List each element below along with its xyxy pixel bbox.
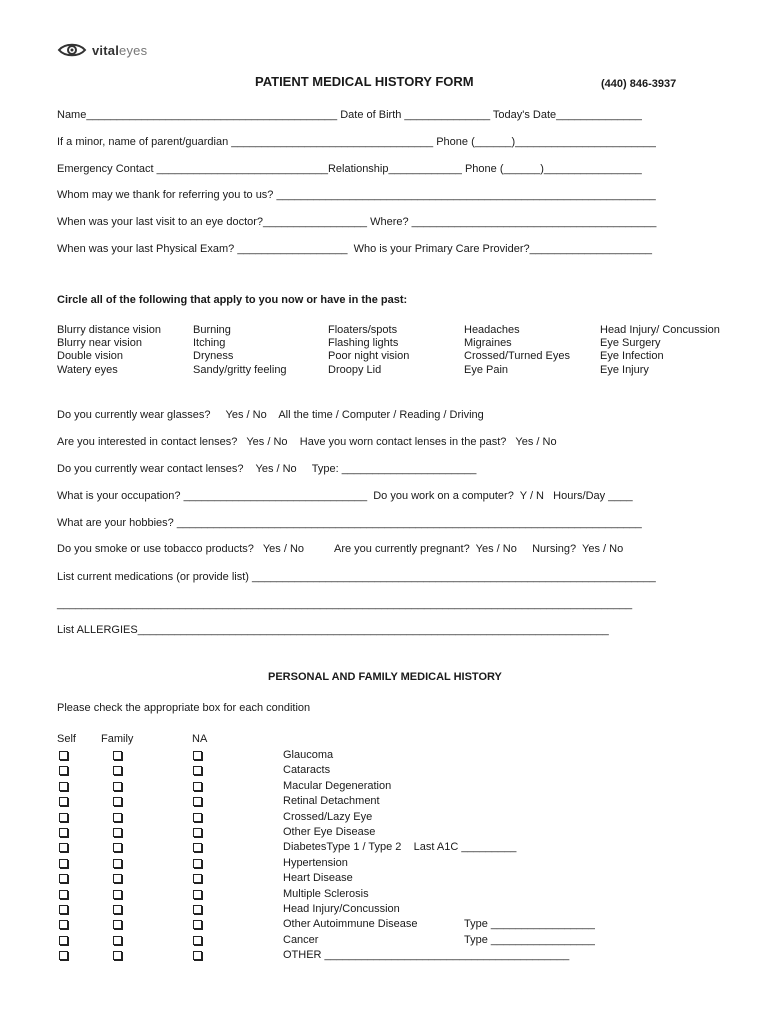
na-checkbox[interactable] [193, 905, 202, 914]
family-checkbox[interactable] [113, 890, 122, 899]
symptom-item[interactable]: Eye Infection [600, 350, 664, 362]
symptom-item[interactable]: Poor night vision [328, 350, 410, 362]
symptom-item[interactable]: Eye Injury [600, 364, 649, 376]
family-checkbox[interactable] [113, 782, 122, 791]
self-checkbox[interactable] [59, 905, 68, 914]
self-checkbox[interactable] [59, 751, 68, 760]
vitaleyes-logo [57, 42, 147, 58]
na-checkbox[interactable] [193, 766, 202, 775]
self-checkbox[interactable] [59, 828, 68, 837]
condition-label: Other Eye Disease [283, 826, 376, 838]
self-checkbox[interactable] [59, 859, 68, 868]
na-checkbox[interactable] [193, 859, 202, 868]
na-checkbox[interactable] [193, 920, 202, 929]
condition-label: Crossed/Lazy Eye [283, 811, 373, 823]
na-checkbox[interactable] [193, 890, 202, 899]
symptom-item[interactable]: Sandy/gritty feeling [193, 364, 287, 376]
condition-label: Cancer [283, 934, 319, 946]
brand-name-bold: vital [92, 42, 120, 58]
column-header-self: Self [57, 733, 76, 745]
glasses-question[interactable]: Do you currently wear glasses? Yes / No All the time / Computer / Reading / Driving [57, 409, 484, 421]
condition-label: Glaucoma [283, 749, 334, 761]
condition-label: Head Injury/Concussion [283, 903, 400, 915]
family-checkbox[interactable] [113, 813, 122, 822]
history-heading: PERSONAL AND FAMILY MEDICAL HISTORY [268, 671, 502, 683]
na-checkbox[interactable] [193, 951, 202, 960]
history-instruction: Please check the appropriate box for each condition [57, 702, 311, 714]
condition-label: Hypertension [283, 857, 348, 869]
symptom-item[interactable]: Blurry distance vision [57, 324, 161, 336]
condition-label: Macular Degeneration [283, 780, 392, 792]
column-header-family: Family [101, 733, 134, 745]
brand-name-light: eyes [119, 42, 148, 58]
occupation-question[interactable]: What is your occupation? ______________________________ Do you work on a computer? Y / N Hours/Day ____ [57, 490, 633, 502]
na-checkbox[interactable] [193, 751, 202, 760]
family-checkbox[interactable] [113, 828, 122, 837]
office-phone: (440) 846-3937 [601, 78, 677, 90]
guardian-field-line[interactable]: If a minor, name of parent/guardian _________________________________ Phone (______)_______________________ [57, 136, 656, 148]
emergency-contact-field-line[interactable]: Emergency Contact ____________________________Relationship____________ Phone (______)________________ [57, 163, 642, 175]
self-checkbox[interactable] [59, 890, 68, 899]
family-checkbox[interactable] [113, 797, 122, 806]
family-checkbox[interactable] [113, 766, 122, 775]
self-checkbox[interactable] [59, 843, 68, 852]
medications-field-line[interactable]: List current medications (or provide list) __________________________________________________________________ [57, 571, 656, 583]
eye-icon [57, 42, 87, 58]
family-checkbox[interactable] [113, 751, 122, 760]
self-checkbox[interactable] [59, 936, 68, 945]
na-checkbox[interactable] [193, 843, 202, 852]
symptom-item[interactable]: Head Injury/ Concussion [600, 324, 720, 336]
smoking-pregnancy-question[interactable]: Do you smoke or use tobacco products? Yes / No Are you currently pregnant? Yes / No Nursing? Yes / No [57, 543, 624, 555]
symptom-item[interactable]: Dryness [193, 350, 234, 362]
symptom-item[interactable]: Eye Surgery [600, 337, 661, 349]
family-checkbox[interactable] [113, 905, 122, 914]
referral-field-line[interactable]: Whom may we thank for referring you to us? ______________________________________________________________ [57, 189, 656, 201]
condition-label: Retinal Detachment [283, 795, 380, 807]
name-dob-field-line[interactable]: Name_________________________________________ Date of Birth ______________ Today's Date______________ [57, 109, 642, 121]
self-checkbox[interactable] [59, 813, 68, 822]
symptom-item[interactable]: Flashing lights [328, 337, 399, 349]
na-checkbox[interactable] [193, 936, 202, 945]
na-checkbox[interactable] [193, 874, 202, 883]
hobbies-question[interactable]: What are your hobbies? ____________________________________________________________________________ [57, 517, 642, 529]
form-title: PATIENT MEDICAL HISTORY FORM [255, 74, 474, 89]
symptom-item[interactable]: Floaters/spots [328, 324, 398, 336]
condition-type-field[interactable]: Type _________________ [464, 918, 595, 930]
physical-exam-field-line[interactable]: When was your last Physical Exam? __________________ Who is your Primary Care Provider?____________________ [57, 243, 652, 255]
symptom-item[interactable]: Migraines [464, 337, 512, 349]
self-checkbox[interactable] [59, 797, 68, 806]
brand-name [92, 43, 147, 58]
family-checkbox[interactable] [113, 951, 122, 960]
family-checkbox[interactable] [113, 920, 122, 929]
symptom-item[interactable]: Eye Pain [464, 364, 509, 376]
self-checkbox[interactable] [59, 951, 68, 960]
contacts-interest-question[interactable]: Are you interested in contact lenses? Yes / No Have you worn contact lenses in the past? Yes / No [57, 436, 557, 448]
symptom-item[interactable]: Itching [193, 337, 226, 349]
self-checkbox[interactable] [59, 766, 68, 775]
self-checkbox[interactable] [59, 920, 68, 929]
column-header-na: NA [192, 733, 208, 745]
symptom-item[interactable]: Blurry near vision [57, 337, 142, 349]
family-checkbox[interactable] [113, 859, 122, 868]
condition-label: DiabetesType 1 / Type 2 Last A1C _________ [283, 841, 517, 853]
last-eye-visit-field-line[interactable]: When was your last visit to an eye doctor?_________________ Where? ________________________________________ [57, 216, 657, 228]
family-checkbox[interactable] [113, 843, 122, 852]
na-checkbox[interactable] [193, 828, 202, 837]
symptom-item[interactable]: Double vision [57, 350, 124, 362]
self-checkbox[interactable] [59, 782, 68, 791]
na-checkbox[interactable] [193, 782, 202, 791]
condition-type-field[interactable]: Type _________________ [464, 934, 595, 946]
symptom-item[interactable]: Droopy Lid [328, 364, 382, 376]
na-checkbox[interactable] [193, 797, 202, 806]
condition-label: OTHER ________________________________________ [283, 949, 570, 961]
family-checkbox[interactable] [113, 874, 122, 883]
symptom-item[interactable]: Crossed/Turned Eyes [464, 350, 570, 362]
contacts-wear-question[interactable]: Do you currently wear contact lenses? Yes / No Type: ______________________ [57, 463, 477, 475]
medications-continuation-line[interactable]: ______________________________________________________________________________________________ [57, 598, 633, 610]
symptom-item[interactable]: Burning [193, 324, 231, 336]
condition-label: Heart Disease [283, 872, 353, 884]
condition-label: Multiple Sclerosis [283, 888, 369, 900]
symptom-item[interactable]: Headaches [464, 324, 520, 336]
symptom-item[interactable]: Watery eyes [57, 364, 118, 376]
symptoms-heading: Circle all of the following that apply to you now or have in the past: [57, 294, 408, 306]
condition-label: Cataracts [283, 764, 331, 776]
family-checkbox[interactable] [113, 936, 122, 945]
self-checkbox[interactable] [59, 874, 68, 883]
condition-label: Other Autoimmune Disease [283, 918, 418, 930]
allergies-field-line[interactable]: List ALLERGIES_____________________________________________________________________________ [57, 624, 609, 636]
na-checkbox[interactable] [193, 813, 202, 822]
